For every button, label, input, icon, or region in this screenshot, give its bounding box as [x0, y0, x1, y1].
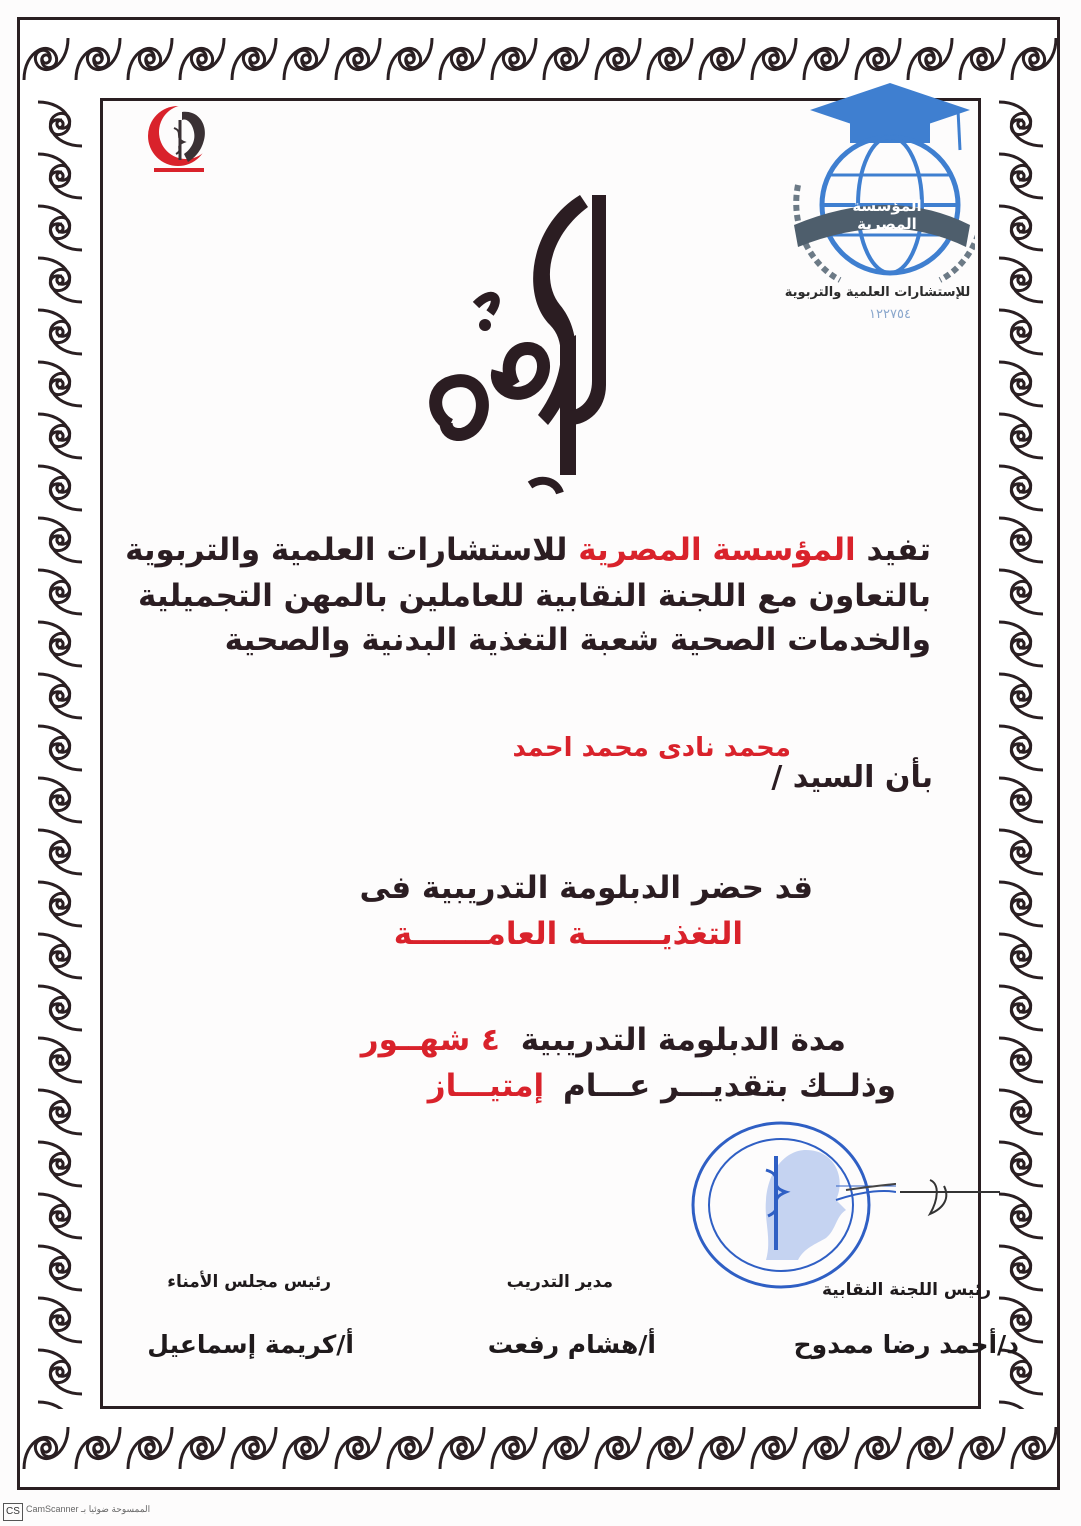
grade-value: إمتيـــاز	[427, 1068, 545, 1104]
org-logo-subtitle: للإستشارات العلمية والتربوية	[784, 285, 971, 300]
signature-name-3: أ/كريمة إسماعيل	[147, 1330, 354, 1359]
scan-footer	[0, 1498, 1081, 1526]
attended-text: قد حضر الدبلومة التدريبية فى	[359, 870, 813, 906]
recipient-label: بأن السيد /	[771, 760, 933, 795]
intro-prefix: تفيد	[866, 532, 931, 568]
org-logo	[780, 75, 975, 335]
camscanner-icon: CS	[3, 1503, 23, 1521]
syndicate-logo-icon	[138, 100, 218, 180]
duration-line	[361, 1022, 846, 1058]
intro-org-name: المؤسسة المصرية	[578, 532, 856, 568]
duration-value: ٤ شهــور	[360, 1022, 500, 1058]
signature-name-2: أ/هشام رفعت	[487, 1330, 656, 1359]
course-name: التغذيـــــــة العامـــــــة	[393, 916, 743, 952]
recipient-name: محمد نادى محمد احمد	[512, 733, 791, 763]
scanner-note: الممسوحة ضوئيا بـ	[81, 1504, 151, 1514]
intro-suffix: للاستشارات العلمية والتربوية	[125, 532, 568, 568]
border-ornament-left	[20, 98, 100, 1409]
intro-line-3: والخدمات الصحية شعبة التغذية البدنية والصحية	[224, 622, 931, 658]
grade-line	[428, 1068, 896, 1104]
signature-name-1: د/أحمد رضا ممدوح	[793, 1330, 1019, 1359]
intro-line-1	[125, 532, 931, 568]
duration-label: مدة الدبلومة التدريبية	[520, 1022, 846, 1058]
signature-title-1: رئيس اللجنة النقابية	[821, 1280, 991, 1300]
intro-line-2: بالتعاون مع اللجنة النقابية للعاملين بالمهن التجميلية	[138, 578, 931, 614]
border-ornament-bottom	[20, 1409, 1057, 1487]
signature-scribble-icon	[900, 1170, 1010, 1230]
org-logo-serial: ١٢٢٧٥٤	[869, 307, 911, 322]
org-logo-banner-text: المؤسسة المصرية	[852, 197, 922, 233]
signature-title-3: رئيس مجلس الأمناء	[167, 1272, 331, 1292]
signature-title-2: مدير التدريب	[506, 1272, 613, 1292]
grade-label: وذلــك بتقديـــر عـــام	[562, 1068, 896, 1104]
certificate-title	[410, 185, 660, 495]
scanner-label	[26, 1504, 150, 1515]
scanner-name: CamScanner	[26, 1504, 79, 1514]
